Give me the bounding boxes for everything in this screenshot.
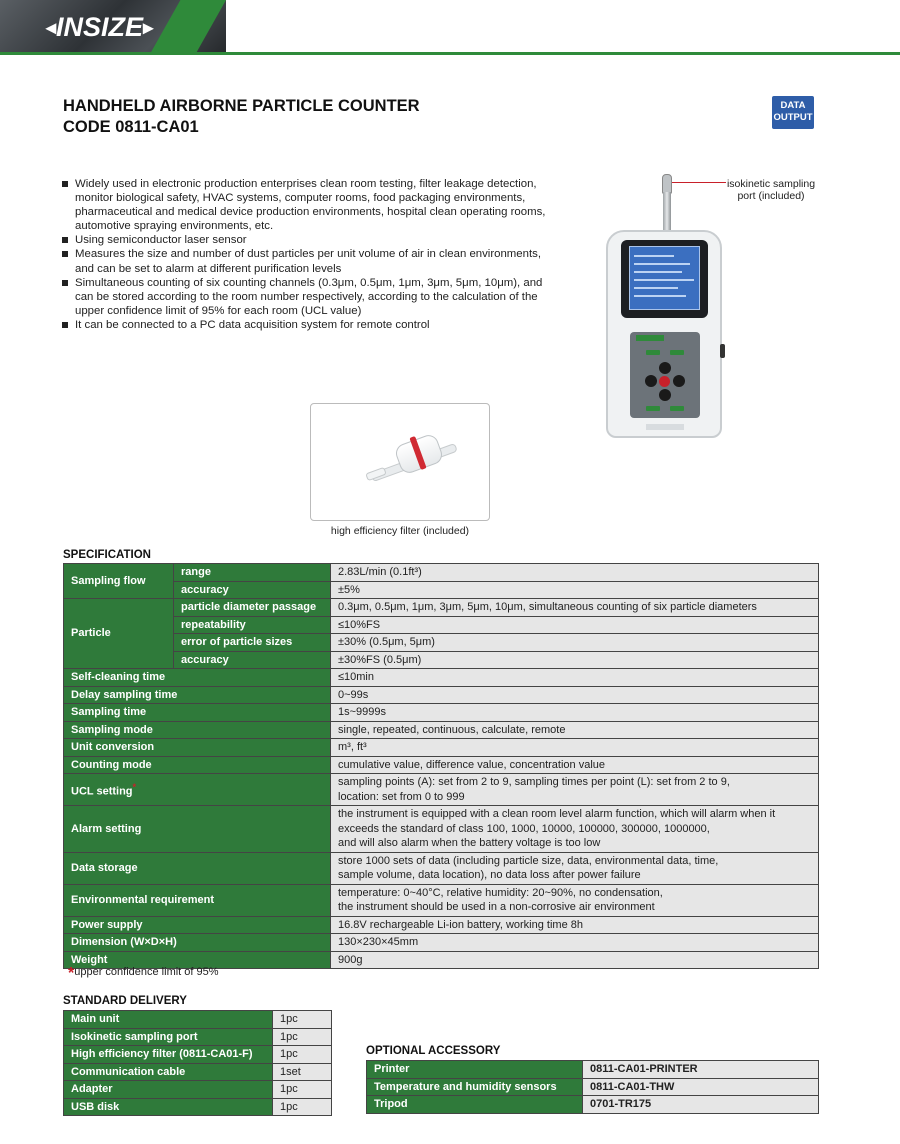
spec-value: cumulative value, difference value, concentration value <box>331 756 819 774</box>
spec-label: Sampling mode <box>64 721 331 739</box>
spec-value: ±5% <box>331 581 819 599</box>
spec-label: Data storage <box>64 852 331 884</box>
table-row <box>64 916 819 934</box>
table-row <box>64 721 819 739</box>
spec-label: Self-cleaning time <box>64 669 331 687</box>
spec-label: UCL setting* <box>64 774 331 806</box>
delivery-item: High efficiency filter (0811-CA01-F) <box>64 1046 273 1064</box>
list-item: Using semiconductor laser sensor <box>62 233 562 247</box>
feature-list <box>62 177 562 332</box>
accessory-code: 0701-TR175 <box>583 1096 819 1114</box>
device-image <box>606 170 726 440</box>
table-row <box>64 934 819 952</box>
table-row <box>64 686 819 704</box>
spec-label: Sampling time <box>64 704 331 722</box>
footnote: *upper confidence limit of 95% <box>68 965 219 982</box>
banner-divider <box>0 52 900 55</box>
ucl-star: * <box>132 781 137 792</box>
device-brand-strip <box>636 335 664 341</box>
delivery-qty: 1pc <box>273 1046 332 1064</box>
table-row <box>64 852 819 884</box>
spec-value: ≤10%FS <box>331 616 819 634</box>
spec-label: Power supply <box>64 916 331 934</box>
table-row <box>64 1081 332 1099</box>
table-row <box>64 1046 332 1064</box>
spec-sublabel: error of particle sizes <box>174 634 331 652</box>
table-row <box>64 704 819 722</box>
delivery-qty: 1pc <box>273 1098 332 1116</box>
delivery-qty: 1pc <box>273 1028 332 1046</box>
spec-value: sampling points (A): set from 2 to 9, sampling times per point (L): set from 2 to 9, location: set from 0 to 999 <box>331 774 819 806</box>
spec-value: ≤10min <box>331 669 819 687</box>
table-row <box>64 1011 332 1029</box>
table-row <box>64 1028 332 1046</box>
accessory-item: Tripod <box>367 1096 583 1114</box>
table-row <box>64 806 819 853</box>
table-row <box>64 756 819 774</box>
device-screen <box>629 246 700 310</box>
product-title: HANDHELD AIRBORNE PARTICLE COUNTER <box>63 97 420 115</box>
screen-frame <box>621 240 708 318</box>
table-row <box>64 1098 332 1116</box>
spec-label: Unit conversion <box>64 739 331 757</box>
spec-label: Alarm setting <box>64 806 331 853</box>
accessory-code: 0811-CA01-PRINTER <box>583 1061 819 1079</box>
delivery-qty: 1set <box>273 1063 332 1081</box>
table-row <box>367 1096 819 1114</box>
table-row <box>64 564 819 582</box>
spec-value: m³, ft³ <box>331 739 819 757</box>
spec-sublabel: repeatability <box>174 616 331 634</box>
sampling-port-tip <box>662 174 672 194</box>
standard-delivery-table <box>63 1010 332 1116</box>
table-row <box>64 616 819 634</box>
spec-value: 900g <box>331 951 819 969</box>
accessory-code: 0811-CA01-THW <box>583 1078 819 1096</box>
delivery-item: Main unit <box>64 1011 273 1029</box>
sampling-port <box>663 192 671 232</box>
spec-label: Particle <box>64 599 174 669</box>
page-title <box>63 96 420 138</box>
table-row <box>64 651 819 669</box>
filter-caption: high efficiency filter (included) <box>330 525 470 537</box>
table-row <box>64 581 819 599</box>
spec-value: temperature: 0~40°C, relative humidity: 20~90%, no condensation, the instrument should be used in a non-corrosive air environment <box>331 884 819 916</box>
standard-delivery-title: STANDARD DELIVERY <box>63 995 187 1007</box>
side-button <box>720 344 725 358</box>
table-row <box>64 774 819 806</box>
spec-sublabel: range <box>174 564 331 582</box>
spec-sublabel: particle diameter passage <box>174 599 331 617</box>
list-item: Simultaneous counting of six counting channels (0.3μm, 0.5μm, 1μm, 3μm, 5μm, 10μm), and can be stored according to the room number respectively, according to the calculation of the upper confidence limit of 95% for each room (UCL value) <box>62 276 562 318</box>
list-item: Measures the size and number of dust particles per unit volume of air in clean environments, and can be set to alarm at different purification levels <box>62 247 562 275</box>
spec-label: Delay sampling time <box>64 686 331 704</box>
spec-value: ±30%FS (0.5μm) <box>331 651 819 669</box>
optional-accessory-title: OPTIONAL ACCESSORY <box>366 1045 501 1057</box>
spec-value: 2.83L/min (0.1ft³) <box>331 564 819 582</box>
header-banner <box>0 0 900 56</box>
table-row <box>64 599 819 617</box>
sampling-port-callout: isokinetic sampling port (included) <box>726 178 816 202</box>
device-label <box>646 424 684 430</box>
specification-table <box>63 563 819 969</box>
table-row <box>64 634 819 652</box>
product-code: CODE 0811-CA01 <box>63 118 199 136</box>
spec-sublabel: accuracy <box>174 581 331 599</box>
table-row <box>367 1061 819 1079</box>
device-keypad <box>630 332 700 418</box>
list-item: It can be connected to a PC data acquisition system for remote control <box>62 318 562 332</box>
callout-line <box>672 182 726 183</box>
spec-label: Weight <box>64 951 331 969</box>
spec-value: the instrument is equipped with a clean room level alarm function, which will alarm when it exceeds the standard of class 100, 1000, 10000, 100000, 300000, 1000000, and will also alarm when the battery voltage is too low <box>331 806 819 853</box>
spec-sublabel: accuracy <box>174 651 331 669</box>
accessory-item: Printer <box>367 1061 583 1079</box>
delivery-qty: 1pc <box>273 1081 332 1099</box>
spec-value: ±30% (0.5μm, 5μm) <box>331 634 819 652</box>
device-body <box>606 230 722 438</box>
specification-title: SPECIFICATION <box>63 549 151 561</box>
table-row <box>367 1078 819 1096</box>
list-item: Widely used in electronic production enterprises clean room testing, filter leakage detection, monitor biological safety, HVAC systems, computer rooms, food packaging environments, pharmaceutical and medical device production environments, hospital clean operating rooms, automotive spraying environments, etc. <box>62 177 562 233</box>
spec-value: store 1000 sets of data (including particle size, data, environmental data, time, sample volume, data location), no data loss after power failure <box>331 852 819 884</box>
spec-value: single, repeated, continuous, calculate, remote <box>331 721 819 739</box>
delivery-item: Adapter <box>64 1081 273 1099</box>
spec-label: Environmental requirement <box>64 884 331 916</box>
spec-value: 130×230×45mm <box>331 934 819 952</box>
table-row <box>64 1063 332 1081</box>
spec-value: 0.3μm, 0.5μm, 1μm, 3μm, 5μm, 10μm, simultaneous counting of six particle diameters <box>331 599 819 617</box>
data-output-badge: DATA OUTPUT <box>772 96 814 129</box>
delivery-item: Communication cable <box>64 1063 273 1081</box>
table-row <box>64 884 819 916</box>
delivery-item: USB disk <box>64 1098 273 1116</box>
table-row <box>64 669 819 687</box>
optional-accessory-table <box>366 1060 819 1114</box>
spec-value: 16.8V rechargeable Li-ion battery, working time 8h <box>331 916 819 934</box>
brand-logo: ◂INSIZE▸ <box>46 12 154 42</box>
table-row <box>64 739 819 757</box>
spec-label: Dimension (W×D×H) <box>64 934 331 952</box>
spec-value: 0~99s <box>331 686 819 704</box>
accessory-item: Temperature and humidity sensors <box>367 1078 583 1096</box>
footnote-star: * <box>68 965 75 982</box>
spec-label: Sampling flow <box>64 564 174 599</box>
filter-image <box>310 403 490 521</box>
delivery-item: Isokinetic sampling port <box>64 1028 273 1046</box>
spec-label: Counting mode <box>64 756 331 774</box>
delivery-qty: 1pc <box>273 1011 332 1029</box>
spec-value: 1s~9999s <box>331 704 819 722</box>
